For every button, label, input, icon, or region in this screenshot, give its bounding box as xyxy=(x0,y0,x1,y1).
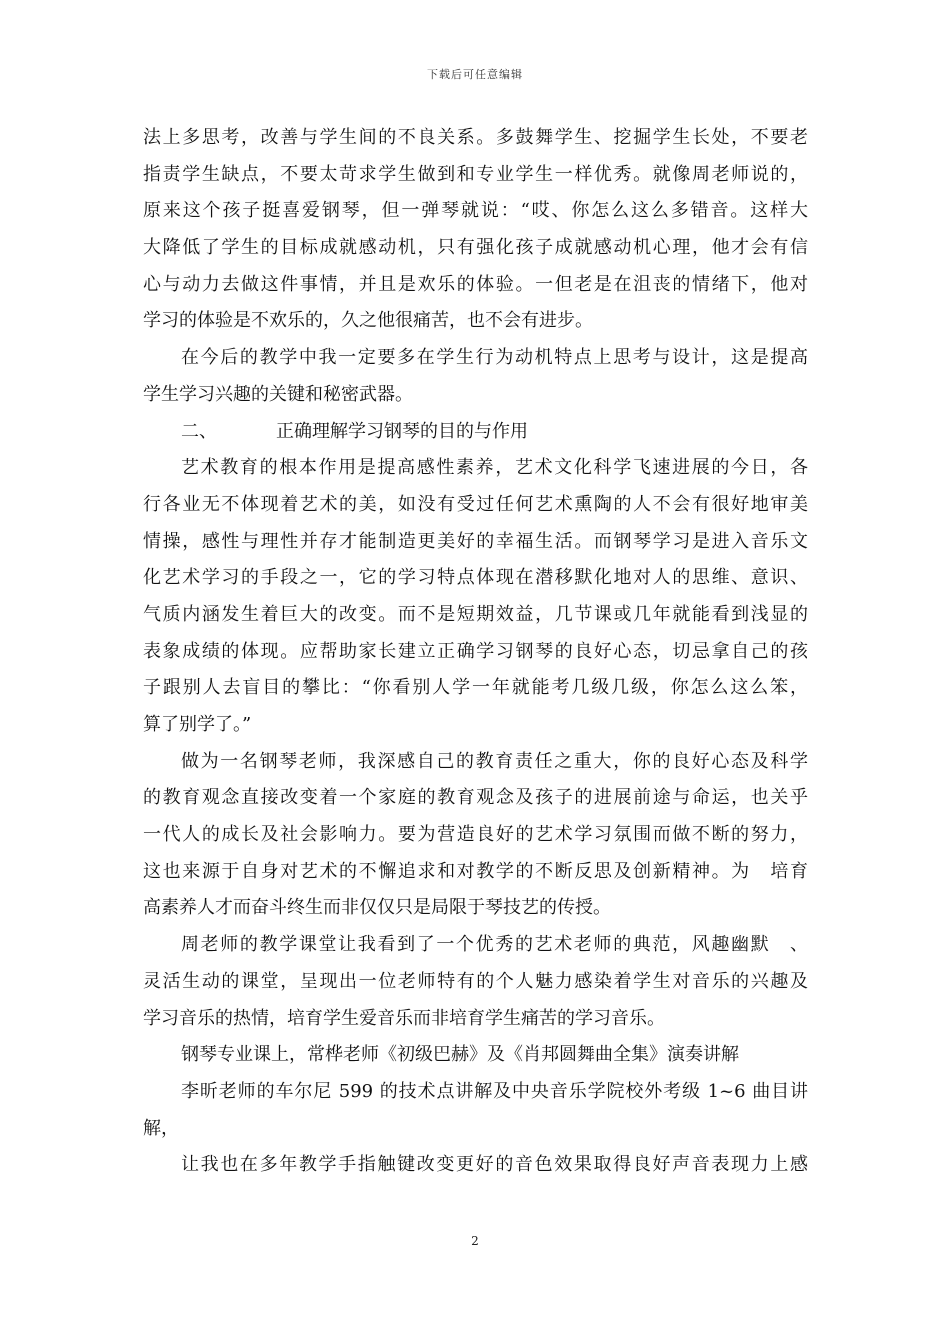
text-line: 艺术教育的根本作用是提高感性素养，艺术文化科学飞速进展的今日，各 xyxy=(181,457,808,479)
text-line: 让我也在多年教学手指触键改变更好的音色效果取得良好声音表现力上感 xyxy=(181,1154,808,1176)
text-line: 气质内涵发生着巨大的改变。而不是短期效益，几节课或几年就能看到浅显的 xyxy=(143,603,808,625)
section-number: 二、 xyxy=(181,420,217,442)
text-line: 李昕老师的车尔尼 599 的技术点讲解及中央音乐学院校外考级 1~6 曲目讲 xyxy=(181,1080,808,1102)
text-line: 原来这个孩子挺喜爱钢琴，但一弹琴就说：“哎、你怎么这么多错音。这样大 xyxy=(143,200,808,222)
text-line: 周老师的教学课堂让我看到了一个优秀的艺术老师的典范，风趣幽默 、 xyxy=(181,934,808,956)
text-line: 这也来源于自身对艺术的不懈追求和对教学的不断反思及创新精神。为 培育 xyxy=(143,860,808,882)
text-line: 情操，感性与理性并存才能制造更美好的幸福生活。而钢琴学习是进入音乐文 xyxy=(143,530,808,552)
text-line: 大降低了学生的目标成就感动机，只有强化孩子成就感动机心理，他才会有信 xyxy=(143,237,808,259)
page-number: 2 xyxy=(471,1234,479,1248)
text-line: 一代人的成长及社会影响力。要为营造良好的艺术学习氛围而做不断的努力， xyxy=(143,824,808,846)
text-line: 表象成绩的体现。应帮助家长建立正确学习钢琴的良好心态，切忌拿自己的孩 xyxy=(143,640,808,662)
page-header: 下载后可任意编辑 xyxy=(427,68,523,81)
text-line: 学习音乐的热情，培育学生爱音乐而非培育学生痛苦的学习音乐。 xyxy=(143,1007,665,1029)
text-line: 做为一名钢琴老师，我深感自己的教育责任之重大，你的良好心态及科学 xyxy=(181,750,808,772)
text-line: 算了别学了。” xyxy=(143,714,252,735)
text-line: 化艺术学习的手段之一，它的学习特点体现在潜移默化地对人的思维、意识、 xyxy=(143,567,808,589)
text-line: 法上多思考，改善与学生间的不良关系。多鼓舞学生、挖掘学生长处，不要老 xyxy=(143,127,808,148)
text-line: 学生学习兴趣的关键和秘密武器。 xyxy=(143,383,413,405)
text-line: 灵活生动的课堂，呈现出一位老师特有的个人魅力感染着学生对音乐的兴趣及 xyxy=(143,970,808,992)
text-line: 高素养人才而奋斗终生而非仅仅只是局限于琴技艺的传授。 xyxy=(143,897,611,919)
text-line: 子跟别人去盲目的攀比：“你看别人学一年就能考几级几级，你怎么这么笨， xyxy=(143,677,808,699)
document-body xyxy=(143,120,808,1184)
text-line: 在今后的教学中我一定要多在学生行为动机特点上思考与设计，这是提高 xyxy=(181,347,808,369)
section-heading xyxy=(143,414,808,451)
text-line: 解， xyxy=(143,1117,179,1139)
text-line: 指责学生缺点，不要太苛求学生做到和专业学生一样优秀。就像周老师说的， xyxy=(143,163,808,185)
text-line: 的教育观念直接改变着一个家庭的教育观念及孩子的进展前途与命运，也关乎 xyxy=(143,787,808,809)
text-line: 学习的体验是不欢乐的，久之他很痛苦，也不会有进步。 xyxy=(143,310,593,332)
text-line: 心与动力去做这件事情，并且是欢乐的体验。一但老是在沮丧的情绪下，他对 xyxy=(143,273,808,295)
section-title: 正确理解学习钢琴的目的与作用 xyxy=(276,420,528,442)
text-line: 行各业无不体现着艺术的美，如没有受过任何艺术熏陶的人不会有很好地审美 xyxy=(143,493,808,515)
text-line: 钢琴专业课上，常桦老师《初级巴赫》及《肖邦圆舞曲全集》演奏讲解 xyxy=(181,1044,739,1066)
